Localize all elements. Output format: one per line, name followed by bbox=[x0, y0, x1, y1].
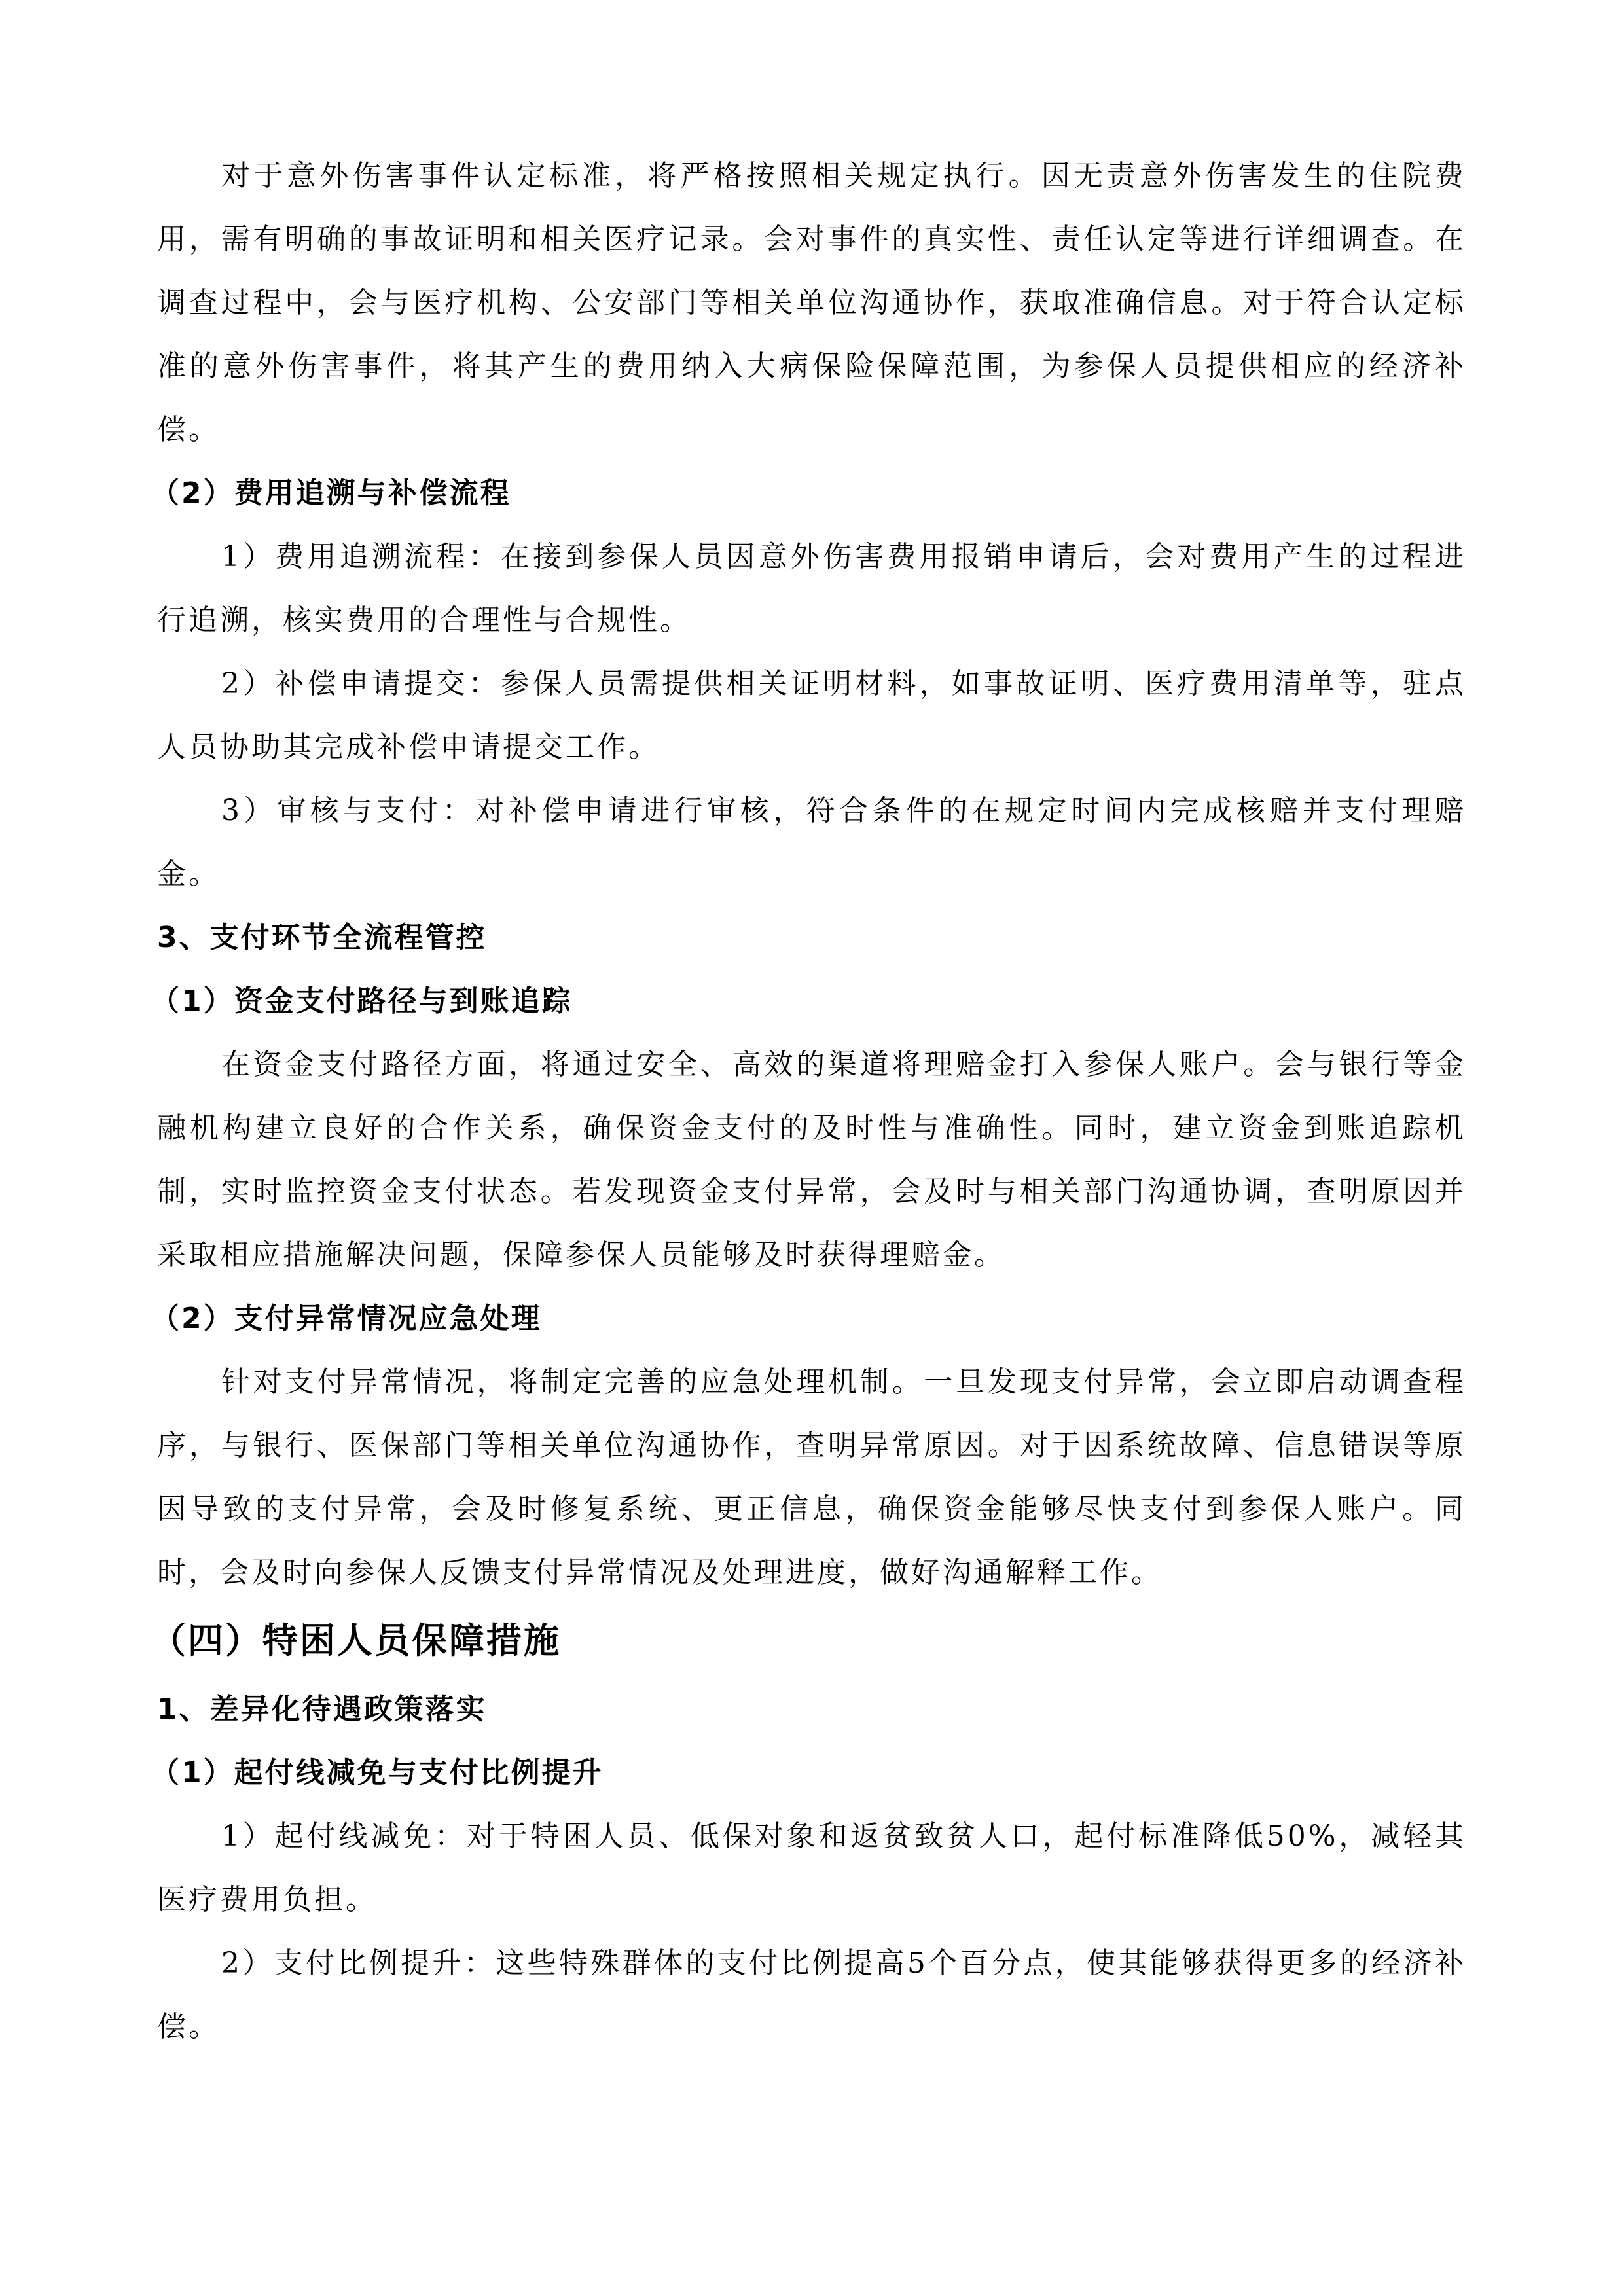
paragraph-payment-exception: 针对支付异常情况，将制定完善的应急处理机制。一旦发现支付异常，会立即启动调查程序，与银行、医保部门等相关单位沟通协作，查明异常原因。对于因系统故障、信息错误等原因导致的支付异常，会及时修复系统、更正信息，确保资金能够尽快支付到参保人账户。同时，会及时向参保人反馈支付异常情况及处理进度，做好沟通解释工作。 bbox=[157, 1365, 1466, 1589]
paragraph-fund-payment-path: 在资金支付路径方面，将通过安全、高效的渠道将理赔金打入参保人账户。会与银行等金融机构建立良好的合作关系，确保资金支付的及时性与准确性。同时，建立资金到账追踪机制，实时监控资金支付状态。若发现资金支付异常，会及时与相关部门沟通协调，查明原因并采取相应措施解决问题，保障参保人员能够及时获得理赔金。 bbox=[157, 1048, 1466, 1272]
heading-payment-exception-handling: （2）支付异常情况应急处理 bbox=[151, 1302, 542, 1335]
heading-deductible-reduction-ratio-increase: （1）起付线减免与支付比例提升 bbox=[151, 1756, 604, 1789]
paragraph-accident-standard: 对于意外伤害事件认定标准，将严格按照相关规定执行。因无责意外伤害发生的住院费用，需有明确的事故证明和相关医疗记录。会对事件的真实性、责任认定等进行详细调查。在调查过程中，会与医疗机构、公安部门等相关单位沟通协作，获取准确信息。对于符合认定标准的意外伤害事件，将其产生的费用纳入大病保险保障范围，为参保人员提供相应的经济补偿。 bbox=[157, 159, 1466, 446]
heading-payment-process-control: 3、支付环节全流程管控 bbox=[157, 921, 487, 954]
paragraph-payment-ratio-increase: 2）支付比例提升：这些特殊群体的支付比例提高5个百分点，使其能够获得更多的经济补偿。 bbox=[157, 1946, 1466, 2043]
paragraph-compensation-application: 2）补偿申请提交：参保人员需提供相关证明材料，如事故证明、医疗费用清单等，驻点人员协助其完成补偿申请提交工作。 bbox=[157, 667, 1466, 764]
heading-special-hardship-measures: （四）特困人员保障措施 bbox=[151, 1620, 561, 1661]
document-body bbox=[151, 144, 1466, 2058]
paragraph-cost-tracing-process: 1）费用追溯流程：在接到参保人员因意外伤害费用报销申请后，会对费用产生的过程进行追溯，核实费用的合理性与合规性。 bbox=[157, 540, 1466, 637]
paragraph-deductible-reduction: 1）起付线减免：对于特困人员、低保对象和返贫致贫人口，起付标准降低50%，减轻其医疗费用负担。 bbox=[157, 1820, 1466, 1916]
paragraph-review-and-payment: 3）审核与支付：对补偿申请进行审核，符合条件的在规定时间内完成核赔并支付理赔金。 bbox=[157, 794, 1466, 891]
heading-fund-payment-path-tracking: （1）资金支付路径与到账追踪 bbox=[151, 984, 573, 1018]
heading-cost-tracing-compensation: （2）费用追溯与补偿流程 bbox=[151, 476, 511, 510]
heading-differentiated-benefits: 1、差异化待遇政策落实 bbox=[157, 1693, 487, 1726]
